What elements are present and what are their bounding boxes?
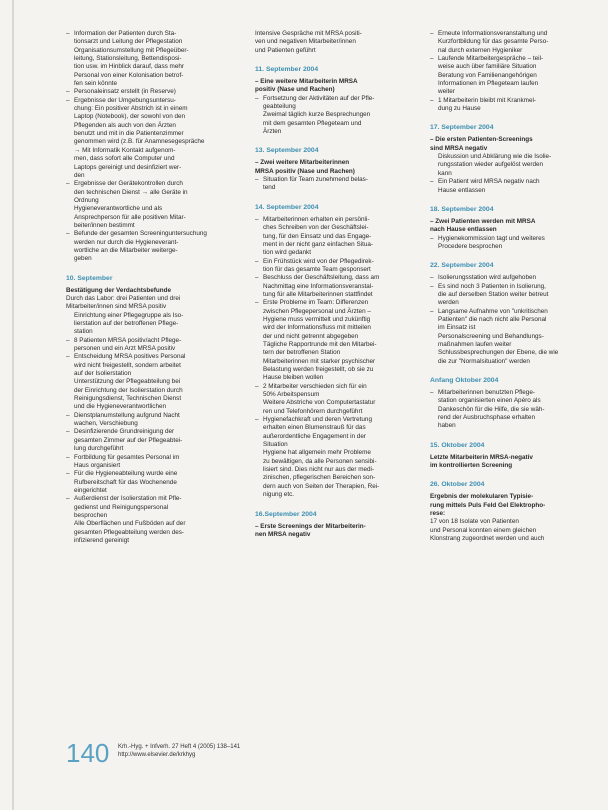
section-key-finding: – Zwei Patienten werden mit MRSA nach Hause entlassen: [430, 217, 536, 234]
bullet-item: – Fortsetzung der Aktivitäten auf der Pfle- geabteilung: [255, 95, 418, 112]
journal-citation: [118, 743, 240, 759]
bullet-item: – Ein Patient wird MRSA negativ nach Hause entlassen: [430, 178, 590, 195]
section-date-heading: 18. September 2004: [430, 205, 494, 213]
column-2: [255, 30, 418, 539]
bullet-item: – Befunde der gesamten Screeninguntersuchung werden nur durch die Hygieneverant- wortliche an die Mitarbeiter weiterge- geben: [66, 230, 242, 263]
section-key-finding: Letzte Mitarbeiterin MRSA-negativ im kontrollierten Screening: [430, 453, 533, 470]
section-key-finding: – Eine weitere Mitarbeiterin MRSA positiv (Nase und Rachen): [255, 78, 358, 94]
section-date-heading: 13. September 2004: [255, 147, 319, 155]
bullet-continuation: Tägliche Rapportrunde mit den Mitarbei- tern der betroffenen Station: [263, 340, 377, 357]
bullet-item: – 1 Mitarbeiterin bleibt mit Krankmel- dung zu Hause: [430, 97, 590, 114]
paragraph: 17 von 18 Isolate von Patienten und Personal konnten einem gleichen Klonstrang zugeordnet werden und auch: [430, 518, 545, 543]
bullet-item: – Dienstplanumstellung aufgrund Nacht wachen, Verschiebung: [66, 412, 242, 429]
bullet-item: – 2 Mitarbeiter verschieden sich für ein 50% Arbeitspensum: [255, 383, 418, 400]
bullet-continuation: Zweimal täglich kurze Besprechungen mit dem gesamten Pflegeteam und Ärzten: [263, 111, 371, 136]
bullet-continuation: Diskussion und Abklärung wie die Isolie- rungsstation wieder aufgelöst werden kann: [438, 153, 552, 177]
journal-line-1: Krh.-Hyg. + Infverh. 27 Heft 4 (2005) 138–141: [118, 744, 241, 750]
section-key-finding: Ergebnis der molekularen Typisie- rung mittels Puls Feld Gel Elektropho- rese:: [430, 493, 546, 518]
bullet-continuation: Mitarbeiterinnen mit starker psychischer Belastung werden freigestellt, ob sie zu Hause bleiben wollen: [263, 357, 376, 382]
section-key-finding: – Erste Screenings der Mitarbeiterin- nen MRSA negativ: [255, 522, 366, 538]
bullet-continuation: Weitere Abstriche von Computertastatur ren und Telefonhörern durchgeführt: [263, 399, 376, 415]
scan-edge: [12, 0, 14, 810]
bullet-item: – Erneute Informationsveranstaltung und Kurzfortbildung für das gesamte Perso- nal durch externen Hygieniker: [430, 30, 590, 55]
bullet-item: – Hygienekommission tagt und weiteres Procedere besprochen: [430, 235, 590, 252]
bullet-item: – Ergebnisse der Gerätekontrollen durch den technischen Dienst → alle Geräte in Ordnung: [66, 180, 242, 205]
bullet-continuation: Organisationsumstellung mit Pflegeüber- leitung, Stationsleitung, Bettendisposi- tion usw. im Hinblick darauf, dass mehr Personal von einer Kolonisation betrof- fen sein könnte: [74, 46, 189, 88]
bullet-item: – Es sind noch 3 Patienten in Isolierung, die auf derselben Station weiter betreut werden: [430, 283, 590, 308]
section-key-finding: Bestätigung der Verdachtsbefunde: [66, 286, 172, 294]
section-date-heading: Anfang Oktober 2004: [430, 377, 499, 384]
bullet-item: – Information der Patienten durch Sta- tionsarzt und Leitung der Pflegestation: [66, 30, 242, 47]
bullet-item: – Ergebnisse der Umgebungsuntersu- chung: Ein positiver Abstrich ist in einem Laptop (Notebook), der sowohl von den Pflegenden als auch von den Ärzten benutzt und mit in die Patientenzimmer genommen wird (z.B. für Anamnesegespräche → Mit Informatik Kontakt aufgenom- men, dass sofort alle Computer und Laptops gereinigt und desinfiziert wer- den: [66, 97, 242, 180]
bullet-continuation: Alle Oberflächen und Fußböden auf der gesamten Pflegeabteilung werden des- infizierend gereinigt: [74, 520, 186, 544]
section-date-heading: 11. September 2004: [255, 66, 319, 74]
bullet-item: – Hygienefachkraft und deren Vertretung erhalten einen Blumenstrauß für das außerordentliche Engagement in der Situation: [255, 416, 418, 449]
paragraph: Durch das Labor: drei Patienten und drei Mitarbeiter/innen sind MRSA positiv: [66, 294, 181, 311]
section-date-heading: 10. September: [66, 274, 113, 282]
bullet-continuation: Einrichtung einer Pflegegruppe als Iso- lierstation auf der betroffenen Pflege- station: [74, 311, 184, 336]
page-number: 140: [66, 738, 110, 768]
bullet-item: – Fortbildung für gesamtes Personal im Haus organisiert: [66, 454, 242, 471]
section-date-heading: 16.September 2004: [255, 510, 317, 518]
bullet-item: – Ein Frühstück wird von der Pflegedirek- tion für das gesamte Team gesponsert: [255, 258, 418, 275]
bullet-item: – Außerdienst der Isolierstation mit Pfle- gedienst und Reinigungspersonal besprochen: [66, 495, 242, 520]
bullet-item: – Beschluss der Geschäftsleitung, dass am Nachmittag eine Informationsveranstal- tung für alle Mitarbeiterinnen stattfindet: [255, 274, 418, 299]
section-key-finding: – Die ersten Patienten-Screenings sind MRSA negativ: [430, 136, 533, 152]
journal-url: http://www.elsevier.de/krkhyg: [118, 752, 196, 758]
bullet-item: – Situation für Team zunehmend belas- tend: [255, 176, 418, 193]
bullet-item: – Mitarbeiterinnen benutzten Pflege- station organisierten einen Apéro als Dankeschön für die Hilfe, die sie wäh- rend der Ausbruchsphase erhalten haben: [430, 389, 590, 431]
column-3: [430, 30, 590, 543]
section-date-heading: 17. September 2004: [430, 124, 494, 132]
bullet-item: – Desinfizierende Grundreinigung der gesamten Zimmer auf der Pflegeabtei- lung durchgeführt: [66, 428, 242, 453]
bullet-continuation: Schlussbesprechungen der Ebene, die wie die zur "Normalsituation" werden: [438, 349, 559, 365]
bullet-item: – Isolierungsstation wird aufgehoben: [430, 274, 590, 282]
bullet-continuation: Personalscreening und Behandlungs- maßnahmen laufen weiter: [438, 332, 544, 348]
bullet-continuation: Hygieneverantwortliche und als Ansprechperson für alle positiven Mitar- beiter/innen bestimmt: [74, 205, 186, 229]
bullet-item: – Für die Hygieneabteilung wurde eine Rufbereitschaft für das Wochenende eingerichtet: [66, 470, 242, 495]
bullet-continuation: Hygiene hat allgemein mehr Probleme zu bewältigen, da alle Personen sensibi- lisiert sind. Dies nicht nur aus der medi- zinischen, pflegerischen Bereichen son- dern auch von Seiten der Therapien, Rei- nigung etc.: [263, 449, 380, 499]
section-date-heading: 14. September 2004: [255, 203, 319, 211]
paragraph: Intensive Gespräche mit MRSA positi- ven und negativen Mitarbeiter/innen und Patienten geführt: [255, 30, 362, 54]
bullet-continuation: Unterstützung der Pflegeabteilung bei der Einrichtung der Isolierstation durch Reinigungsdienst, Technischen Dienst und die Hygieneverantwortlichen: [74, 378, 183, 411]
section-key-finding: – Zwei weitere Mitarbeiterinnen MRSA positiv (Nase und Rachen): [255, 159, 355, 175]
bullet-item: – Personaleinsatz erstellt (in Reserve): [66, 88, 242, 96]
bullet-item: – 8 Patienten MRSA positiv/acht Pflege- personen und ein Arzt MRSA positiv: [66, 337, 242, 354]
section-date-heading: 22. September 2004: [430, 262, 494, 270]
section-date-heading: 15. Oktober 2004: [430, 441, 485, 449]
bullet-item: – Erste Probleme im Team: Differenzen zwischen Pflegepersonal und Ärzten – Hygiene muss vermittelt und zukünftig wird der Informationsfluss mit mitteilen der und nicht getrennt abgegeben: [255, 299, 418, 341]
column-1: [66, 30, 242, 545]
bullet-item: – Langsame Aufnahme von "unkritischen Patienten" die nach nicht alle Personal im Einsatz ist: [430, 308, 590, 333]
bullet-item: – Entscheidung MRSA positives Personal wird nicht freigestellt, sondern arbeitet auf der Isolierstation: [66, 353, 242, 378]
bullet-item: – Mitarbeiterinnen erhalten ein persönli- ches Schreiben von der Geschäftslei- tung, für den Einsatz und das Engage- ment in der nicht ganz einfachen Situa- tion wird gedankt: [255, 216, 418, 258]
section-date-heading: 26. Oktober 2004: [430, 481, 485, 489]
bullet-item: – Laufende Mitarbeitergespräche – teil- weise auch über familiäre Situation Beratung von Familienangehörigen Informationen im Pflegeteam laufen weiter: [430, 55, 590, 97]
